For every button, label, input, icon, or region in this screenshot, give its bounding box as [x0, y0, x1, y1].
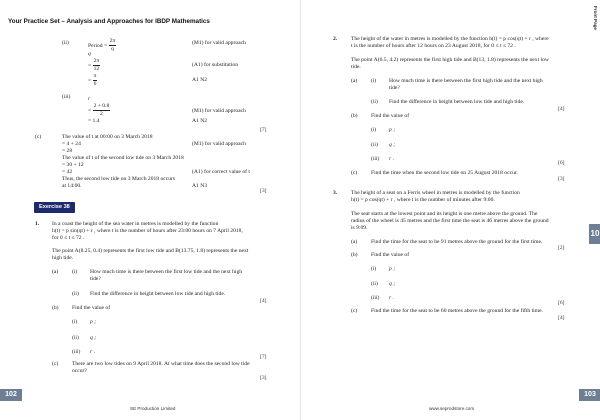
q2-number: 2.	[333, 36, 338, 42]
q1-iii-label: (iii)	[62, 94, 71, 100]
mark-m1-a: (M1) for valid approach	[192, 40, 246, 46]
q3-p3: The seat starts at the lowest point and its height is one metre above the ground. The	[351, 211, 538, 217]
ex1-bi-var-text: p ;	[90, 319, 97, 325]
q3-biii-var-text: r .	[389, 295, 394, 301]
q3-bii-var-text: q ;	[389, 281, 396, 287]
chapter-tab: 10	[589, 224, 600, 244]
r-variable	[88, 96, 90, 103]
ex1-a-label: (a)	[52, 269, 59, 275]
eq1-prefix: =	[88, 62, 92, 69]
c-line2: = 4 + 24	[62, 141, 81, 147]
ex1-b-text: Find the value of	[72, 305, 111, 311]
ex1-bi-var	[90, 319, 96, 326]
q2-ai-label: (i)	[371, 78, 377, 84]
q3-c-label: (c)	[351, 308, 358, 314]
r-result: = 1.4	[88, 118, 100, 124]
period-fraction	[109, 38, 117, 53]
q2-aii-label: (ii)	[371, 99, 378, 105]
q2-aii-text: Find the difference in height between low tide and high tide.	[389, 99, 525, 105]
exercise-badge: Exercise 38	[34, 202, 75, 213]
c-mark-a1: (A1) for correct value of t	[192, 169, 250, 175]
ex1-b-label: (b)	[52, 305, 59, 311]
q3-p2: h(t) = p cos(qt) + r , where t is the number of minutes after 9:00.	[351, 197, 495, 203]
q3-bi-label: (i)	[371, 266, 377, 272]
ex1-bi-label: (i)	[72, 319, 78, 325]
ex1-p2: h(t) = p sin(qt) + r , where t is the number of hours after 23:00 hours on 7 April 2018,	[52, 228, 243, 234]
eq2-den: 6	[93, 80, 97, 87]
q2-p4: tide.	[351, 64, 361, 70]
c-line7: Thus, the second low tide on 3 March 2018 occurs	[62, 176, 176, 182]
q2-bi-label: (i)	[371, 127, 377, 133]
period-expression	[88, 38, 116, 53]
eq1-den: 12	[93, 65, 100, 72]
ex1-ai-line2: tide?	[90, 276, 101, 282]
q2-bi-var	[389, 127, 395, 134]
ex1-c-mark: [3]	[260, 375, 267, 381]
q2-a-label: (a)	[351, 78, 358, 84]
q2-ai-line1: How much time is there between the first high tide and the next high	[389, 78, 543, 84]
left-page-number: 102	[0, 389, 22, 401]
ex1-p4: The point A(8.25, 0.4) represents the first low tide and B(13.75, 1.8) represents the next	[52, 248, 249, 254]
q2-p2: t is the number of hours after 12 hours on 23 August 2018, for 0 ≤ t ≤ 72 .	[351, 43, 516, 49]
q2-a-mark: [4]	[558, 106, 565, 112]
ex1-c-line1: There are two low tides on 9 April 2018. At what time does the second low tide	[72, 361, 250, 367]
q2-c-label: (c)	[351, 170, 358, 176]
q-variable	[88, 51, 91, 58]
q2-p3: The point A(6.5, 4.2) represents the first high tide and B(13, 1.8) represents the next low	[351, 57, 549, 63]
ex1-aii-label: (ii)	[72, 291, 79, 297]
q3-p5: is 9:09.	[351, 225, 368, 231]
r-var-text: r	[88, 96, 91, 102]
c-line1: The value of t at 00:00 on 3 March 2018	[62, 134, 153, 140]
q3-number: 3.	[333, 190, 338, 196]
eq2-prefix: =	[88, 77, 92, 84]
q3-a-text: Find the time for the seat to be 91 metres above the ground for the first time.	[371, 239, 543, 245]
eq2	[88, 73, 97, 88]
q-var-text: q	[88, 51, 91, 57]
q2-b-label: (b)	[351, 113, 358, 119]
left-footer: SE Production Limited	[130, 406, 176, 411]
q1-ii-label: (ii)	[62, 40, 69, 46]
q2-bii-var-text: q ;	[389, 142, 396, 148]
q2-bii-label: (ii)	[371, 142, 378, 148]
eq1	[88, 58, 100, 73]
ex1-p1: In a coast the height of the sea water in metres is modelled by the function	[52, 221, 219, 227]
period-num: 2π	[109, 38, 116, 44]
c-line6: = 42	[62, 169, 73, 175]
period-den: q	[110, 45, 114, 52]
mark-a1-sub: (A1) for substitution	[192, 62, 238, 68]
ex1-ai-label: (i)	[72, 269, 78, 275]
q3-c-mark: [4]	[558, 315, 565, 321]
q3-bii-label: (ii)	[371, 281, 378, 287]
q2-bi-var-text: p ;	[389, 127, 396, 133]
q3-b-mark: [6]	[558, 300, 565, 306]
q2-b-mark: [6]	[558, 160, 565, 166]
eq2-num: π	[93, 73, 97, 79]
mark-a1n2-a: A1 N2	[192, 77, 208, 83]
ex1-number: 1.	[35, 221, 40, 227]
q3-b-label: (b)	[351, 252, 358, 258]
q3-p4: radius of the wheel is 45 metres and the first time the seat is 46 metres above the ground	[351, 218, 549, 224]
c-label: (c)	[35, 134, 42, 140]
ex1-aii-text: Find the difference in height between low tide and high tide.	[90, 291, 226, 297]
ex1-c-label: (c)	[52, 361, 59, 367]
ex1-biii-var-text: r .	[90, 349, 95, 355]
ex1-b-mark: [7]	[260, 354, 267, 360]
right-page	[300, 0, 600, 420]
ex1-a-mark: [4]	[260, 298, 267, 304]
q3-a-label: (a)	[351, 239, 358, 245]
c-line8: at 14:00.	[62, 183, 82, 189]
q2-p1: The height of the water in metres is modelled by the function h(t) = p cos(qt) + r , where	[351, 36, 549, 42]
q3-p1: The height of a seat on a Ferris wheel in metres is modelled by the function	[351, 190, 520, 196]
q3-c-text: Find the time for the seat to be 60 metres above the ground for the fifth time.	[371, 308, 543, 314]
ex1-p3: for 0 ≤ t ≤ 72 .	[52, 235, 85, 241]
r-num: 2 + 0.8	[93, 103, 110, 109]
q2-b-text: Find the value of	[371, 113, 410, 119]
q1-total-mark: [7]	[260, 127, 267, 133]
c-line5: = 30 + 12	[62, 162, 84, 168]
right-footer: www.seprodstore.com	[429, 406, 475, 411]
q2-biii-label: (iii)	[371, 156, 380, 162]
c-total-mark: [3]	[260, 188, 267, 194]
ex1-bii-label: (ii)	[72, 335, 79, 341]
page-header-title: Your Practice Set – Analysis and Approaches for IBDP Mathematics	[8, 18, 210, 25]
c-line3: = 28	[62, 148, 73, 154]
q3-bi-var	[389, 266, 395, 273]
ex1-biii-var	[90, 349, 95, 356]
right-page-number: 103	[579, 389, 600, 401]
q2-bii-var	[389, 142, 395, 149]
c-mark-m1: (M1) for valid approach	[192, 141, 246, 147]
period-lhs: Period =	[88, 42, 108, 49]
q3-biii-label: (iii)	[371, 295, 380, 301]
q2-ai-line2: tide?	[389, 85, 400, 91]
r-den: 2	[100, 110, 103, 117]
ex1-bii-var-text: q ;	[90, 335, 97, 341]
r-equation	[88, 103, 110, 118]
q2-biii-var	[389, 156, 394, 163]
q2-c-text: Find the time when the second low tide on 25 August 2018 occur.	[371, 170, 518, 176]
ex1-c-line2: occur?	[72, 368, 87, 374]
mark-m1-b: (M1) for valid approach	[192, 108, 246, 114]
vertical-front-page-tab: Front Page	[593, 6, 598, 30]
ex1-p5: high tide.	[52, 255, 74, 261]
q3-bii-var	[389, 281, 395, 288]
c-mark-a1n3: A1 N3	[192, 183, 208, 189]
q3-bi-var-text: p ;	[389, 266, 396, 272]
ex1-biii-label: (iii)	[72, 349, 81, 355]
q2-c-mark: [3]	[558, 176, 565, 182]
q3-b-text: Find the value of	[371, 252, 410, 258]
ex1-bii-var	[90, 335, 96, 342]
ex1-ai-line1: How much time is there between the first low tide and the next high	[90, 269, 243, 275]
eq1-fraction	[93, 58, 101, 73]
q2-biii-var-text: r .	[389, 156, 394, 162]
c-line4: The value of t of the second low tide on 3 March 2018	[62, 155, 184, 161]
eq1-num: 2π	[93, 58, 100, 64]
eq2-fraction	[93, 73, 98, 88]
q3-a-mark: [2]	[558, 245, 565, 251]
r-fraction	[93, 103, 111, 118]
mark-a1n2-b: A1 N2	[192, 118, 208, 124]
q3-biii-var	[389, 295, 394, 302]
r-eq-prefix: =	[88, 107, 92, 114]
